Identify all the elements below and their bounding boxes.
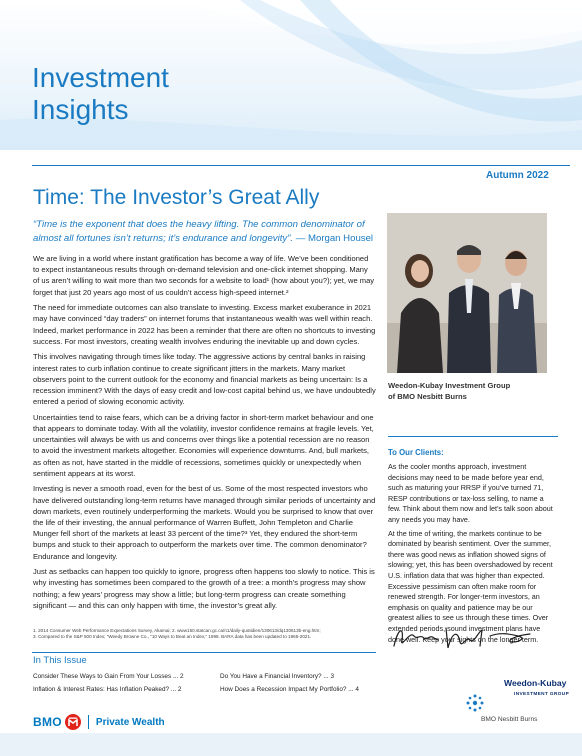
sidebar-rule [388,436,558,437]
issue-item[interactable]: Consider These Ways to Gain From Your Losses ... 2 [33,673,184,680]
bmo-wordmark: BMO [33,715,62,729]
team-photo-illustration [387,213,547,373]
quote-author: — Morgan Housel [293,232,374,244]
bmo-roundel-icon [65,714,81,730]
signature-icon [390,622,540,654]
title-line-2: Insights [32,94,129,125]
issue-rule [32,652,376,653]
caption-line-1: Weedon-Kubay Investment Group [388,381,511,390]
article-body [33,253,376,615]
sidebar-heading: To Our Clients: [388,448,444,457]
in-this-issue-title: In This Issue [33,655,87,666]
wk-name: Weedon-Kubay [504,678,567,688]
quote-text: “Time is the exponent that does the heavy lifting. The common denominator of almost all fortunes isn’t returns; it’s endurance and longevity”. [33,219,365,244]
header-banner [0,0,582,150]
article-paragraph: Just as setbacks can happen too quickly to ignore, progress often happens too slowly to notice. This is why investing has sometimes been compared to the growth of a tree: a month’s progress may show nothing; a few years’ progress may show a little; but long-term progress can create something significant — and this can only happen with time, the investor’s great ally. [33,567,375,610]
footnote: 3. Compared to the S&P 500 Index; “Weedy Browne Co., “10 Ways to Beat an Index,” 1998. BARA data has been updated to 1965-2021. [33,634,312,639]
issue-item[interactable]: Do You Have a Financial Inventory? ... 3 [220,673,335,680]
footnote: 1. 2014 Consumer Web Performance Expectations Survey, Akamai; 2. www150.statcan.gc.ca/n1/daily-quotidien/130613/dq130613b-eng.htm; [33,628,321,633]
private-wealth-label: Private Wealth [95,716,165,728]
article-paragraph: We are living in a world where instant gratification has become a way of life. We’ve been conditioned to expect instantaneous results through on-demand television and one-click internet shopping. Many of us aren’t willing to wait more than two seconds for a website to load¹ (how about you?); yet, we may forget that just 20 years ago most of us couldn’t access high-speed internet.² [33,254,375,297]
weedon-kubay-dot-mark-icon [464,692,486,714]
article-paragraph: This involves navigating through times like today. The aggressive actions by central banks in raising interest rates to curb inflation continue to create significant jitters in the markets. Many market observers point to the current outlook for the economy and financial markets as being uncertain: Is a recession imminent? With the days of easy credit and low-cost capital behind us, we have undoubtedly entered a period of slowing economic activity. [33,352,376,407]
title-line-1: Investment [32,62,169,93]
bmo-private-wealth-logo [33,714,165,730]
team-photo [387,213,547,373]
logo-separator [88,715,89,729]
issue-season: Autumn 2022 [486,170,549,181]
sidebar-paragraph: As the cooler months approach, investment decisions may need to be made before year end, such as maturing your RRSP if you’ve turned 71, RESP contributions or tax-loss selling, to name a few. Think about them now and let’s talk soon about any needs you may have. [388,462,553,524]
wk-group-label: INVESTMENT GROUP [514,691,570,696]
sidebar-paragraph: At the time of writing, the markets continue to be dominated by bearish sentiment. Over the summer, there was good news as inflation showed signs of slowing; yet, this has been overshadowed by recent U.S. inflation data that was higher than expected. Excessive pessimism can often make room for renewed strength. For longer-term investors, an emphasis on quality and patience may be our greatest allies to see us through these times. Over extended periods, sound investment plans have done well. Keep your sights on the longer term. [388,528,553,644]
footnotes [33,628,378,640]
caption-line-2: of BMO Nesbitt Burns [388,392,467,401]
article-paragraph: The need for immediate outcomes can also translate to investing. Excess market exuberance in 2021 may have convinced “day traders” on internet forums that instantaneous wealth was well within reach. Indeed, market performance in 2022 has been a reminder that there are often no shortcuts to investing success. For most investors, creating wealth involves enduring the inevitable up and down cycles. [33,303,376,346]
pull-quote [33,218,378,246]
photo-caption [388,380,558,402]
issue-item[interactable]: How Does a Recession Impact My Portfolio? ... 4 [220,686,359,693]
sidebar-letter [388,462,558,648]
footer-bar [0,733,582,756]
bmo-nesbitt-burns-label: BMO Nesbitt Burns [481,716,538,723]
issue-item[interactable]: Inflation & Interest Rates: Has Inflation Peaked? ... 2 [33,686,182,693]
article-paragraph: Investing is never a smooth road, even for the best of us. Some of the most respected investors who have delivered outstanding long-term returns have managed through similar periods of uncertainty and down markets, even routinely underperforming the markets. Would you be surprised to know that over the life of their investing, the annual performance of Warren Buffett, John Templeton and Charlie Munger fell short of the markets at least 33 percent of the time?³ Yet, they endured the short-term bumps and stuck to their approach to outperform the markets over time. The common denominator? Endurance and longevity. [33,484,376,561]
article-title: Time: The Investor’s Great Ally [33,186,320,209]
article-paragraph: Uncertainties tend to raise fears, which can be a driving factor in short-term market behaviour and one that appears to dominate today. With all the volatility, investor confidence remains at fragile levels. Yet, uncertainties will always be with us and concerns over things like a potential recession are no reason to avoid the investment markets altogether. Economies will experience downturns. And, bull markets, as often as not, have started in the middle of recessions, sometimes quickly or unexpectedly when sentiment appears at its worst. [33,412,374,478]
top-rule [32,165,570,166]
newsletter-title [32,62,169,126]
